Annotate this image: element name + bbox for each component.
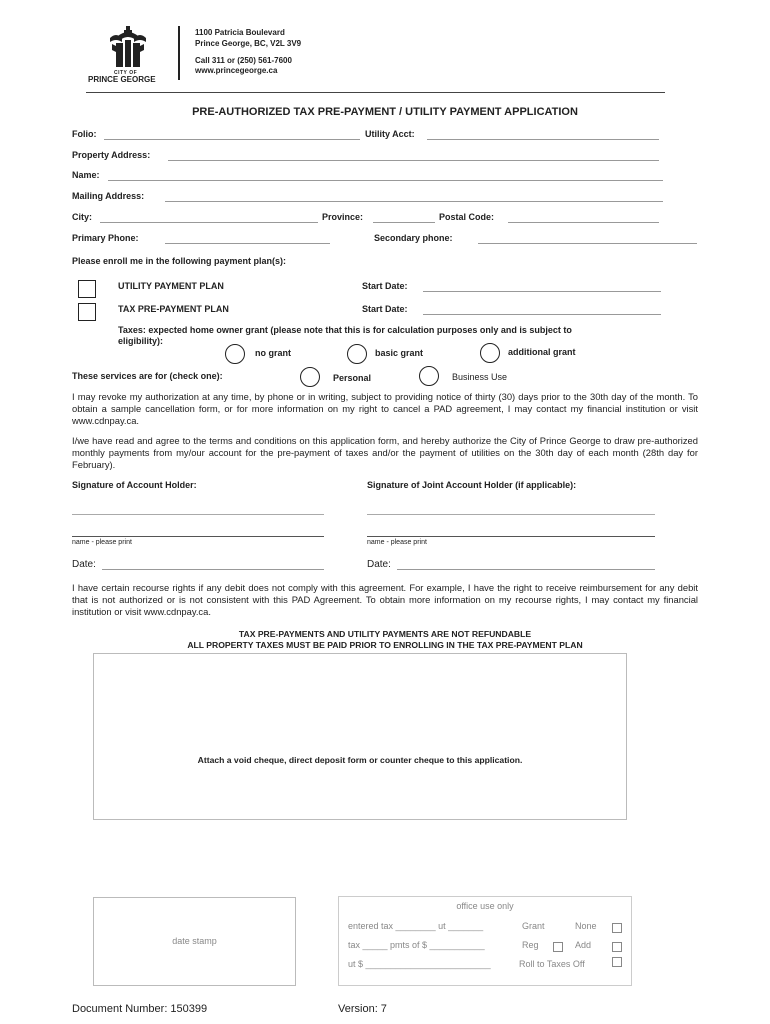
joint-holder-signature-label: Signature of Joint Account Holder (if applicable): bbox=[367, 480, 577, 490]
taxes-note-line-2: eligibility): bbox=[118, 336, 163, 346]
tax-plan-checkbox[interactable] bbox=[78, 303, 96, 321]
postal-code-label: Postal Code: bbox=[439, 212, 495, 222]
header-divider bbox=[178, 26, 180, 80]
city-label: City: bbox=[72, 212, 92, 222]
services-label: These services are for (check one): bbox=[72, 371, 223, 381]
no-grant-label: no grant bbox=[255, 348, 291, 358]
logo-text-city: PRINCE GEORGE bbox=[88, 75, 156, 84]
account-holder-date-label: Date: bbox=[72, 559, 96, 570]
tax-plan-label: TAX PRE-PAYMENT PLAN bbox=[118, 304, 229, 314]
account-holder-signature-label: Signature of Account Holder: bbox=[72, 480, 197, 490]
joint-holder-date-field[interactable] bbox=[397, 569, 655, 570]
office-row-2-payments: tax _____ pmts of $ ___________ bbox=[348, 940, 485, 950]
province-label: Province: bbox=[322, 212, 364, 222]
account-holder-name-label: name - please print bbox=[72, 539, 132, 546]
tax-start-date-field[interactable] bbox=[423, 314, 661, 315]
primary-phone-label: Primary Phone: bbox=[72, 233, 139, 243]
utility-plan-label: UTILITY PAYMENT PLAN bbox=[118, 281, 224, 291]
city-crest-icon bbox=[86, 24, 170, 70]
agree-paragraph: I/we have read and agree to the terms and conditions on this application form, and hereby authorize the City of Prince George to draw pre-authorized monthly payments from my/our account for the pre-payment of taxes and/or the payment of utilities on the 30th day of each month (28th day for February). bbox=[72, 435, 698, 470]
joint-holder-name-field[interactable] bbox=[367, 536, 655, 537]
enroll-label: Please enroll me in the following payment plan(s): bbox=[72, 256, 287, 266]
office-row-1-grant: Grant bbox=[522, 921, 545, 931]
office-row-2-add: Add bbox=[575, 940, 592, 950]
not-refundable-notice: TAX PRE-PAYMENTS AND UTILITY PAYMENTS ARE NOT REFUNDABLE bbox=[238, 629, 532, 639]
utility-acct-label: Utility Acct: bbox=[365, 129, 415, 139]
primary-phone-field[interactable] bbox=[165, 243, 330, 244]
utility-start-date-label: Start Date: bbox=[362, 281, 408, 291]
property-taxes-notice: ALL PROPERTY TAXES MUST BE PAID PRIOR TO ENROLLING IN THE TAX PRE-PAYMENT PLAN bbox=[187, 640, 583, 650]
revoke-paragraph: I may revoke my authorization at any time, by phone or in writing, subject to providing notice of thirty (30) days prior to the 30th day of the month. To obtain a sample cancellation form, or for more information on my right to cancel a PAD agreement, I may contact my financial institution or visit www.cdnpay.ca. bbox=[72, 391, 698, 426]
date-stamp-label: date stamp bbox=[172, 936, 217, 946]
office-row-3-ut: ut $ _________________________ bbox=[348, 959, 491, 969]
recourse-paragraph: I have certain recourse rights if any debit does not comply with this agreement. For example, I have the right to receive reimbursement for any debit that is not authorized or is not consistent with this PAD Agreement. To obtain more information on my recourse rights, I may contact my financial institution or visit www.cdnpay.ca. bbox=[72, 582, 698, 617]
basic-grant-radio[interactable] bbox=[347, 344, 367, 364]
tax-start-date-label: Start Date: bbox=[362, 304, 408, 314]
cheque-attach-box bbox=[93, 653, 627, 820]
utility-start-date-field[interactable] bbox=[423, 291, 661, 292]
address-line-1: 1100 Patricia Boulevard bbox=[195, 28, 285, 37]
folio-label: Folio: bbox=[72, 129, 97, 139]
utility-acct-field[interactable] bbox=[427, 139, 659, 140]
add-checkbox[interactable] bbox=[612, 942, 622, 952]
taxes-note-line-1: Taxes: expected home owner grant (please note that this is for calculation purposes only and is subject to bbox=[118, 325, 572, 335]
property-address-label: Property Address: bbox=[72, 150, 151, 160]
mailing-address-label: Mailing Address: bbox=[72, 191, 145, 201]
account-holder-name-field[interactable] bbox=[72, 536, 324, 537]
phone-number: Call 311 or (250) 561-7600 bbox=[195, 56, 292, 65]
joint-holder-date-label: Date: bbox=[367, 559, 391, 570]
business-label: Business Use bbox=[452, 372, 508, 382]
basic-grant-label: basic grant bbox=[375, 348, 424, 358]
office-use-title: office use only bbox=[456, 901, 514, 911]
office-row-1-entered: entered tax ________ ut _______ bbox=[348, 921, 484, 931]
postal-code-field[interactable] bbox=[508, 222, 659, 223]
logo-text-small: CITY OF bbox=[114, 70, 138, 76]
office-row-3-roll: Roll to Taxes Off bbox=[519, 959, 585, 969]
version: Version: 7 bbox=[338, 1003, 387, 1015]
personal-radio[interactable] bbox=[300, 367, 320, 387]
name-field[interactable] bbox=[108, 180, 663, 181]
form-title: PRE-AUTHORIZED TAX PRE-PAYMENT / UTILITY PAYMENT APPLICATION bbox=[192, 106, 578, 118]
province-field[interactable] bbox=[373, 222, 435, 223]
additional-grant-label: additional grant bbox=[508, 347, 576, 357]
secondary-phone-label: Secondary phone: bbox=[374, 233, 453, 243]
date-stamp-box bbox=[93, 897, 296, 986]
roll-to-taxes-off-checkbox[interactable] bbox=[612, 957, 622, 967]
city-field[interactable] bbox=[100, 222, 318, 223]
utility-plan-checkbox[interactable] bbox=[78, 280, 96, 298]
joint-holder-signature-field[interactable] bbox=[367, 514, 655, 515]
business-radio[interactable] bbox=[419, 366, 439, 386]
office-row-1-none: None bbox=[575, 921, 597, 931]
office-row-2-reg: Reg bbox=[522, 940, 539, 950]
no-grant-radio[interactable] bbox=[225, 344, 245, 364]
account-holder-date-field[interactable] bbox=[102, 569, 324, 570]
additional-grant-radio[interactable] bbox=[480, 343, 500, 363]
joint-holder-name-label: name - please print bbox=[367, 539, 427, 546]
office-use-box bbox=[338, 896, 632, 986]
address-line-2: Prince George, BC, V2L 3V9 bbox=[195, 39, 302, 48]
personal-label: Personal bbox=[333, 373, 372, 383]
name-label: Name: bbox=[72, 170, 100, 180]
reg-checkbox[interactable] bbox=[553, 942, 563, 952]
website: www.princegeorge.ca bbox=[195, 66, 278, 75]
property-address-field[interactable] bbox=[168, 160, 659, 161]
header-rule bbox=[86, 92, 665, 93]
secondary-phone-field[interactable] bbox=[478, 243, 697, 244]
account-holder-signature-field[interactable] bbox=[72, 514, 324, 515]
attach-instruction: Attach a void cheque, direct deposit form or counter cheque to this application. bbox=[197, 755, 523, 765]
folio-field[interactable] bbox=[104, 139, 360, 140]
none-checkbox[interactable] bbox=[612, 923, 622, 933]
document-number: Document Number: 150399 bbox=[72, 1003, 208, 1015]
city-logo bbox=[86, 24, 170, 82]
mailing-address-field[interactable] bbox=[165, 201, 663, 202]
